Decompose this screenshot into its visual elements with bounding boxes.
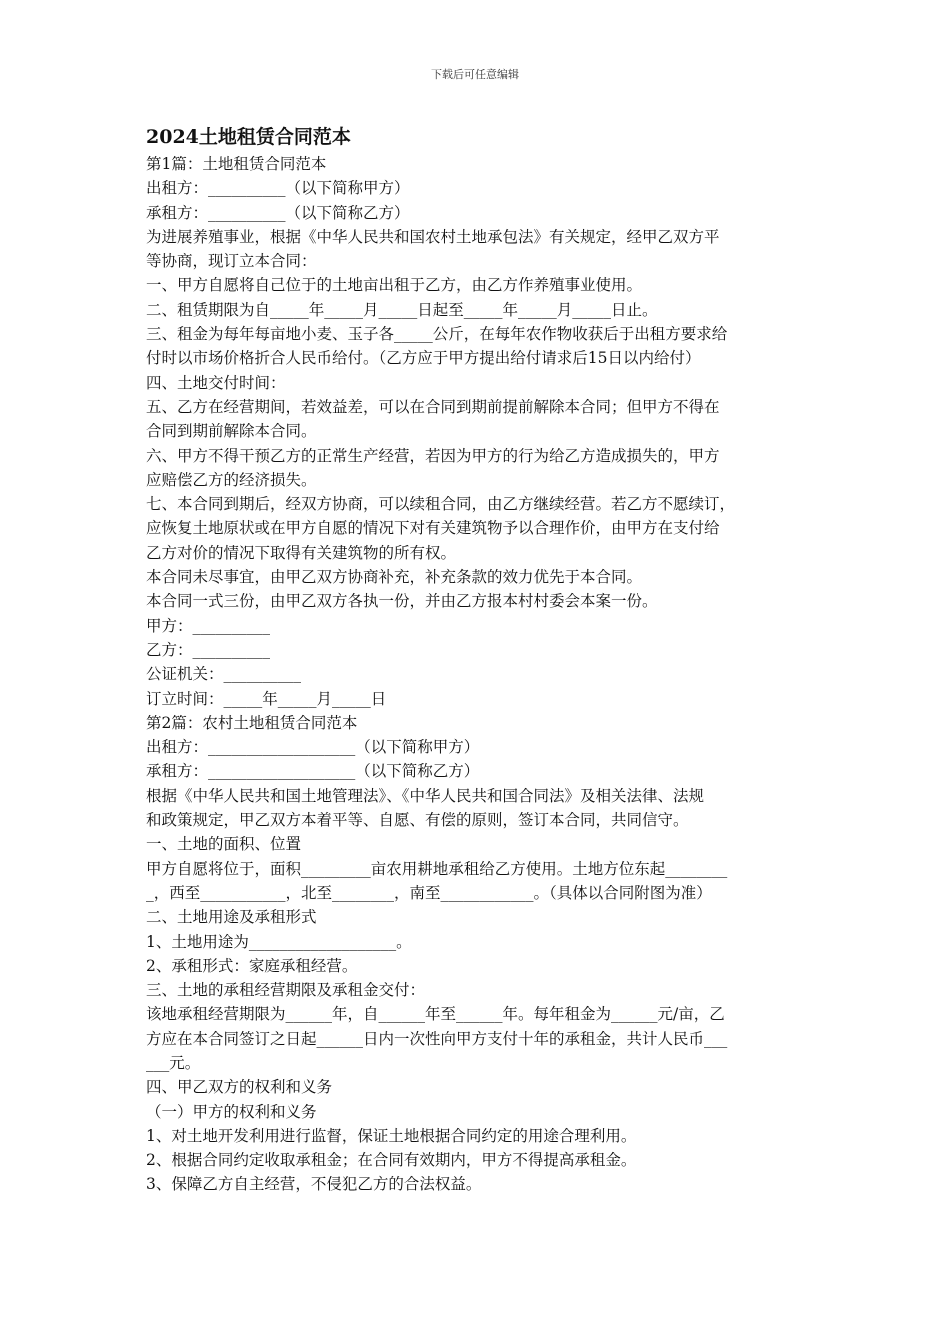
text-line: 三、土地的承租经营期限及承租金交付： (146, 981, 426, 1000)
text-line: ___元。 (146, 1053, 201, 1072)
text-line: 2、根据合同约定收取承租金；在合同有效期内，甲方不得提高承租金。 (146, 1151, 637, 1170)
text-line: 订立时间：_____年_____月_____日 (146, 689, 387, 708)
text-line: _，西至___________，北至________，南至____________。（具体以合同附图为准） (146, 883, 712, 902)
text-line: 六、甲方不得干预乙方的正常生产经营，若因为甲方的行为给乙方造成损失的，甲方 (146, 446, 720, 465)
text-line: 合同到期前解除本合同。 (146, 422, 317, 441)
document-body (146, 124, 810, 1197)
text-line: 1、土地用途为___________________。 (146, 932, 412, 951)
text-line: 公证机关：__________ (146, 665, 302, 684)
text-line: 第2篇：农村土地租赁合同范本 (146, 713, 358, 732)
text-line: 二、土地用途及承租形式 (146, 908, 317, 927)
text-line: 承租方：___________________（以下简称乙方） (146, 762, 480, 781)
text-line: 二、租赁期限为自_____年_____月_____日起至_____年_____月_____日止。 (146, 300, 658, 319)
text-line: （一）甲方的权利和义务 (146, 1102, 317, 1121)
text-line: 2、承租形式：家庭承租经营。 (146, 956, 358, 975)
text-line: 付时以市场价格折合人民币给付。（乙方应于甲方提出给付请求后15日以内给付） (146, 349, 701, 368)
text-line: 一、甲方自愿将自己位于的土地亩出租于乙方，由乙方作养殖事业使用。 (146, 276, 643, 295)
text-line: 五、乙方在经营期间，若效益差，可以在合同到期前提前解除本合同；但甲方不得在 (146, 397, 720, 416)
text-line: 乙方对价的情况下取得有关建筑物的所有权。 (146, 543, 457, 562)
text-line: 乙方：__________ (146, 640, 271, 659)
text-line: 方应在本合同签订之日起______日内一次性向甲方支付十年的承租金，共计人民币___ (146, 1029, 728, 1048)
text-line: 和政策规定，甲乙双方本着平等、自愿、有偿的原则，签订本合同，共同信守。 (146, 811, 689, 830)
text-line: 等协商，现订立本合同： (146, 252, 317, 271)
document-title: 2024土地租赁合同范本 (146, 126, 351, 148)
text-line: 1、对土地开发利用进行监督，保证土地根据合同约定的用途合理利用。 (146, 1126, 637, 1145)
page-header: 下载后可任意编辑 (431, 68, 519, 81)
text-line: 该地承租经营期限为______年，自______年至______年。每年租金为______元/亩，乙 (146, 1005, 725, 1024)
text-line: 出租方：___________________（以下简称甲方） (146, 738, 480, 757)
text-line: 三、租金为每年每亩地小麦、玉子各_____公斤，在每年农作物收获后于出租方要求给 (146, 325, 728, 344)
text-line: 应赔偿乙方的经济损失。 (146, 470, 317, 489)
text-line: 四、甲乙双方的权利和义务 (146, 1078, 333, 1097)
text-line: 第1篇：土地租赁合同范本 (146, 155, 327, 173)
text-line: 3、保障乙方自主经营，不侵犯乙方的合法权益。 (146, 1175, 482, 1194)
text-line: 本合同一式三份，由甲乙双方各执一份，并由乙方报本村村委会本案一份。 (146, 592, 658, 611)
text-line: 四、土地交付时间： (146, 373, 286, 392)
text-line: 应恢复土地原状或在甲方自愿的情况下对有关建筑物予以合理作价，由甲方在支付给 (146, 519, 720, 538)
text-line: 出租方：__________（以下简称甲方） (146, 179, 410, 198)
document-lines (146, 152, 810, 1197)
text-line: 本合同未尽事宜，由甲乙双方协商补充，补充条款的效力优先于本合同。 (146, 568, 643, 587)
text-line: 甲方：__________ (146, 616, 271, 635)
text-line: 为进展养殖事业，根据《中华人民共和国农村土地承包法》有关规定，经甲乙双方平 (146, 227, 720, 246)
text-line: 根据《中华人民共和国土地管理法》、《中华人民共和国合同法》及相关法律、法规 (146, 786, 705, 805)
text-line: 承租方：__________（以下简称乙方） (146, 203, 410, 222)
text-line: 一、土地的面积、位置 (146, 835, 302, 854)
text-line: 甲方自愿将位于，面积_________亩农用耕地承租给乙方使用。土地方位东起________ (146, 859, 728, 878)
text-line: 七、本合同到期后，经双方协商，可以续租合同，由乙方继续经营。若乙方不愿续订， (146, 495, 736, 514)
